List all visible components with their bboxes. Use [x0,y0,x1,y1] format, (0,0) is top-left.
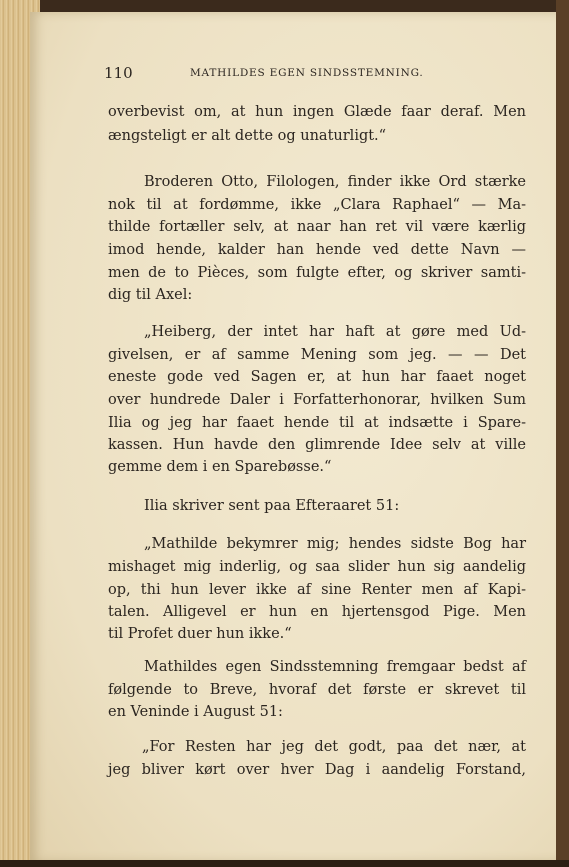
text-line: Broderen Otto, Filologen, finder ikke Ord stærke [144,174,526,190]
text-line: ængsteligt er alt dette og unaturligt.“ [108,128,387,144]
text-line: mishaget mig inderlig, og saa slider hun sig aandelig [108,559,526,575]
text-line: op, thi hun lever ikke af sine Renter men af Kapi- [108,582,526,598]
text-line: eneste gode ved Sagen er, at hun har faaet noget [108,369,526,385]
text-line: dig til Axel: [108,287,193,303]
text-line: thilde fortæller selv, at naar han ret vil være kærlig [108,219,526,235]
text-line: jeg bliver kørt over hver Dag i aandelig Forstand, [108,762,526,778]
page-number: 110 [104,64,133,82]
bottom-edge [0,860,569,867]
text-line: „Mathilde bekymrer mig; hendes sidste Bog har [144,536,526,552]
text-line: men de to Pièces, som fulgte efter, og skriver samti- [108,265,526,281]
text-line: „Heiberg, der intet har haft at gøre med Ud- [144,324,526,340]
text-line: givelsen, er af samme Mening som jeg. — — Det [108,347,526,363]
text-line: over hundrede Daler i Forfatterhonorar, hvilken Sum [108,392,526,408]
page-header [104,64,524,86]
text-line: gemme dem i en Sparebøsse.“ [108,459,332,475]
text-line: følgende to Breve, hvoraf det første er skrevet til [108,682,526,698]
right-edge [556,0,569,867]
text-line: talen. Alligevel er hun en hjertensgod Pige. Men [108,604,526,620]
text-line: „For Resten har jeg det godt, paa det nær, at [142,739,526,755]
text-line: til Profet duer hun ikke.“ [108,626,292,642]
text-line: en Veninde i August 51: [108,704,283,720]
text-line: Ilia og jeg har faaet hende til at indsætte i Spare- [108,415,526,431]
running-title: MATHILDES EGEN SINDSSTEMNING. [190,67,424,79]
text-line: imod hende, kalder han hende ved dette Navn — [108,242,526,258]
text-line: Mathildes egen Sindsstemning fremgaar bedst af [144,659,526,675]
text-line: Ilia skriver sent paa Efteraaret 51: [144,498,400,514]
text-line: overbevist om, at hun ingen Glæde faar deraf. Men [108,104,526,120]
text-line: kassen. Hun havde den glimrende Idee selv at ville [108,437,526,453]
text-line: nok til at fordømme, ikke „Clara Raphael“ — Ma- [108,197,526,213]
